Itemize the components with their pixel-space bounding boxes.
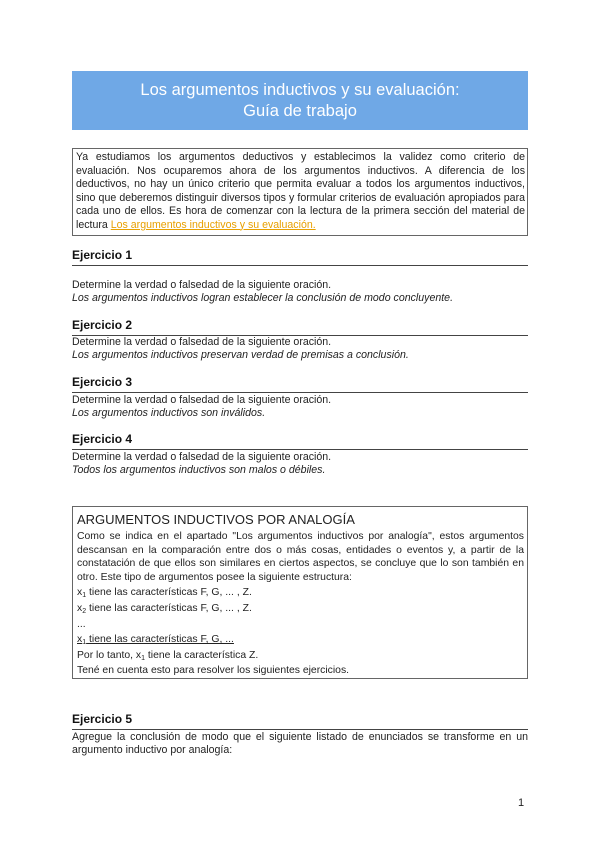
- exercise-4-instruction: Determine la verdad o falsedad de la siguiente oración.: [72, 451, 332, 463]
- page-number: 1: [518, 797, 525, 809]
- exercise-1-body: [72, 279, 528, 305]
- exercise-3-title: Ejercicio 3: [72, 375, 528, 393]
- exercise-3-body: [72, 394, 528, 420]
- exercise-3-instruction: Determine la verdad o falsedad de la siguiente oración.: [72, 394, 332, 406]
- structure-line-2: $x_2$ tiene las características F, G, ... , Z.: [77, 602, 252, 615]
- intro-box: [72, 148, 528, 236]
- exercise-5-instruction: Agregue la conclusión de modo que el siguiente listado de enunciados se transforme en un argumento inductivo por analogía:: [72, 731, 528, 756]
- exercise-4-title: Ejercicio 4: [72, 432, 528, 450]
- analogy-paragraph: Como se indica en el apartado "Los argumentos inductivos por analogía", estos argumentos descansan en la comparación entre dos o más cosas, entidades o eventos y, a partir de la constatación de que ellos son similares en ciertos aspectos, se concluye que lo son también en otro. Este tipo de argumentos posee la siguiente estructura:: [77, 531, 524, 583]
- reading-material-link[interactable]: Los argumentos inductivos y su evaluación.: [110, 218, 316, 231]
- exercise-4-sentence: Todos los argumentos inductivos son malos o débiles.: [72, 464, 326, 476]
- structure-conclusion: Por lo tanto, $x_1$ tiene la característica Z.: [77, 649, 259, 662]
- title-banner: [72, 71, 528, 130]
- title-line-1: Los argumentos inductivos y su evaluación:: [140, 81, 460, 99]
- exercise-2-instruction: Determine la verdad o falsedad de la siguiente oración.: [72, 336, 332, 348]
- exercise-2-body: [72, 336, 528, 362]
- analogy-footer: Tené en cuenta esto para resolver los siguientes ejercicios.: [77, 665, 350, 677]
- exercise-1-sentence: Los argumentos inductivos logran establecer la conclusión de modo concluyente.: [72, 292, 454, 304]
- exercise-2-sentence: Los argumentos inductivos preservan verdad de premisas a conclusión.: [72, 349, 409, 361]
- exercise-4-body: [72, 451, 528, 477]
- exercise-1-title: Ejercicio 1: [72, 248, 528, 266]
- exercise-1-instruction: Determine la verdad o falsedad de la siguiente oración.: [72, 279, 332, 291]
- title-line-2: Guía de trabajo: [243, 102, 357, 120]
- analogy-heading: ARGUMENTOS INDUCTIVOS POR ANALOGÍA: [77, 512, 355, 527]
- exercise-5-title: Ejercicio 5: [72, 712, 528, 730]
- structure-line-1: $x_1$ tiene las características F, G, ... , Z.: [77, 587, 252, 600]
- intro-text: Ya estudiamos los argumentos deductivos y establecimos la validez como criterio de evaluación. Nos ocuparemos ahora de los argumentos inductivos. A diferencia de los deductivos, no hay un único criterio que permita evaluar a todos los argumentos inductivos, sino que deberemos distinguir diversos tipos y formular criterios de evaluación apropiados para cada uno de ellos. Es hora de comenzar con la lectura de la primera sección del material de lectura: [76, 151, 525, 231]
- structure-line-n: $x_1$ tiene las características F, G, ...: [77, 634, 234, 647]
- exercise-5-body: [72, 731, 528, 757]
- analogy-box: [72, 506, 528, 679]
- exercise-2-title: Ejercicio 2: [72, 318, 528, 336]
- exercise-3-sentence: Los argumentos inductivos son inválidos.: [72, 407, 266, 419]
- structure-ellipsis: ...: [77, 618, 86, 630]
